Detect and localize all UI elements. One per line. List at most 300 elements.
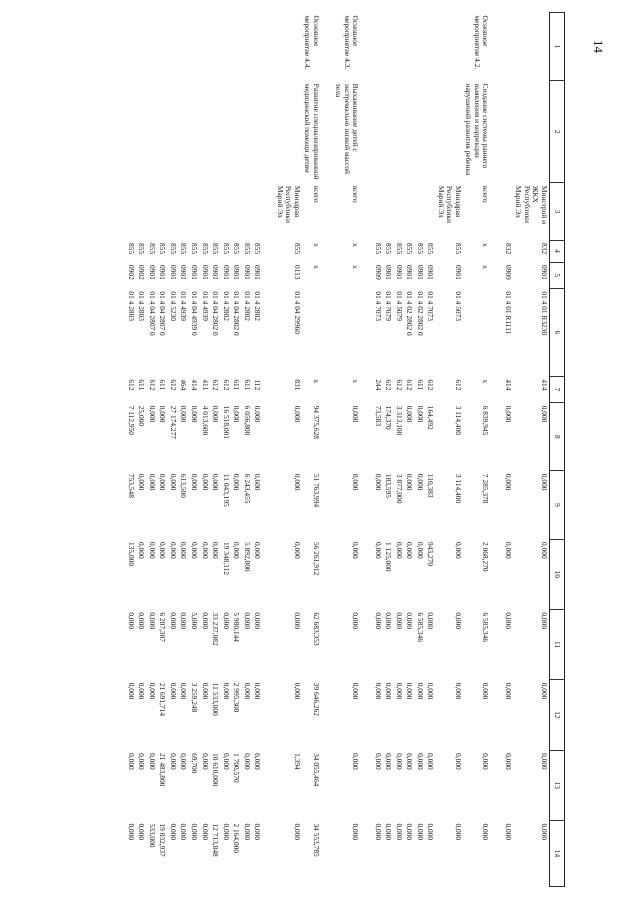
table-cell [393, 81, 404, 183]
table-cell: 19 032,937 [158, 823, 168, 857]
table-cell: 0901 [405, 265, 415, 280]
table-cell: 855 [426, 243, 436, 255]
table-cell: 831 [292, 379, 302, 391]
table-cell: 0,000 [158, 405, 168, 423]
table-cell: 135,000 [126, 542, 136, 567]
table-cell: 0,000 [373, 823, 383, 841]
table-cell: 0,000 [351, 753, 361, 770]
table-cell: 0,000 [351, 823, 361, 841]
table-cell: х [481, 243, 491, 247]
table-cell: 1 700,570 [232, 753, 242, 783]
table-body [125, 13, 549, 887]
table-cell: 0,000 [405, 682, 415, 700]
table-cell: 0,000 [200, 473, 210, 491]
table-cell [146, 183, 157, 240]
table-cell [513, 13, 550, 81]
table-cell: Минздрав Республики Марий Эл [436, 185, 463, 223]
table-cell: 0,000 [503, 682, 513, 700]
table-cell: 0,000 [373, 682, 383, 700]
table-cell [414, 81, 425, 183]
table-cell: 7 112,950 [126, 405, 136, 436]
table-cell: 414 [540, 379, 549, 391]
table-cell: 01 4 01 R3230 [540, 291, 549, 336]
table-cell: 6 207,307 [158, 612, 168, 642]
table-cell: 0901 [158, 265, 168, 280]
table-cell: 0901 [242, 265, 252, 280]
table-cell: 0,000 [126, 753, 136, 770]
table-cell: всего [481, 185, 491, 203]
column-header: 4 [550, 240, 565, 262]
table-cell: 0,000 [200, 612, 210, 630]
table-cell: 0,000 [351, 542, 361, 559]
table-cell: 0901 [190, 265, 200, 280]
table-cell: 943,270 [426, 542, 436, 567]
table-cell: 0,000 [179, 682, 189, 700]
table-cell: 0,000 [453, 542, 463, 559]
table-cell: 01 4 01 R1111 [503, 291, 513, 335]
column-header: 9 [550, 471, 565, 539]
table-cell: 0,000 [147, 473, 157, 491]
table-cell: 855 [221, 243, 231, 255]
table-cell: 0,000 [253, 405, 263, 423]
table-cell: 0901 [221, 265, 231, 280]
table-cell [435, 13, 463, 81]
table-cell: 0,000 [426, 682, 436, 700]
table-cell: 01 4 04 2807 0 [158, 291, 168, 336]
table-cell: 855 [126, 243, 136, 255]
table-cell: 0,000 [190, 542, 200, 559]
table-cell [146, 13, 157, 81]
table-cell: 01 4 5079 [394, 291, 404, 321]
table-cell: 34 055,464 [311, 753, 321, 787]
table-cell: 16 518,001 [221, 405, 231, 439]
table-cell: 3 114,400 [453, 405, 463, 436]
table-cell: 0,000 [540, 473, 549, 491]
table-cell: Выхаживание детей с экстремально низкой массой тела [334, 83, 361, 174]
table-cell: 21 691,714 [158, 682, 168, 717]
table-cell: 0901 [211, 265, 221, 280]
table-cell: 0901 [426, 265, 436, 280]
table-cell: 0,000 [147, 542, 157, 559]
table-cell: 611 [415, 379, 425, 391]
table-row [414, 13, 425, 887]
table-cell: 01 4 7073 [373, 291, 383, 321]
table-cell: 0,000 [415, 753, 425, 770]
table-cell: Создание системы раннего выявления и коррекции нарушений развития ребенка [464, 83, 491, 176]
table-cell [393, 183, 404, 240]
table-cell [220, 183, 231, 240]
table-cell: 0,000 [351, 473, 361, 491]
spacer-cell [490, 13, 502, 887]
table-cell: 855 [137, 243, 147, 255]
table-cell [231, 183, 242, 240]
table-cell: 0,000 [540, 823, 549, 841]
table-cell: 6 243,455 [242, 473, 252, 504]
table-cell: 533,000 [147, 823, 157, 848]
table-cell: 414 [503, 379, 513, 391]
column-header: 14 [550, 820, 565, 886]
row-spacer [262, 13, 274, 887]
table-cell: 01 4 7079 [384, 291, 394, 321]
table-cell: 33 237,082 [211, 612, 221, 646]
table-cell: 0,000 [137, 753, 147, 770]
table-cell: 0,000 [453, 753, 463, 770]
table-cell: 0,000 [168, 682, 178, 700]
table-cell [274, 13, 302, 81]
table-cell: 6 585,346 [481, 612, 491, 642]
table-cell: 0,000 [540, 405, 549, 423]
table-cell [252, 81, 263, 183]
column-header: 13 [550, 750, 565, 820]
table-cell [502, 183, 513, 240]
table-cell [199, 13, 210, 81]
table-cell: 753,548 [126, 473, 136, 498]
table-cell: 0,000 [137, 682, 147, 700]
table-cell: 25,000 [137, 405, 147, 427]
table-cell [404, 183, 415, 240]
table-cell: 01 4 02 2802 0 [405, 291, 415, 336]
table-cell [210, 13, 221, 81]
table-cell [502, 81, 513, 183]
table-cell [383, 13, 394, 81]
table-cell: 0,000 [292, 473, 302, 491]
table-cell: 0,000 [137, 823, 147, 841]
table-cell [425, 81, 436, 183]
table-cell: 0,000 [221, 823, 231, 841]
table-cell: 855 [453, 243, 463, 255]
table-cell: 5 892,800 [242, 542, 252, 572]
table-cell [372, 81, 383, 183]
table-cell: 0,000 [453, 823, 463, 841]
table-cell: 2 164,000 [232, 823, 242, 854]
table-cell: 0,000 [179, 542, 189, 559]
table-cell: 855 [384, 243, 394, 255]
table-cell [252, 13, 263, 81]
table-cell: 01 4 4939 [179, 291, 189, 321]
table-cell: 0901 [200, 265, 210, 280]
table-cell: 0901 [179, 265, 189, 280]
table-cell: 5 980,144 [232, 612, 242, 642]
table-cell: 0,000 [415, 682, 425, 700]
table-cell: 0901 [147, 265, 157, 280]
table-cell [189, 13, 200, 81]
table-cell: 0,000 [481, 823, 491, 841]
table-cell: 0,000 [481, 753, 491, 770]
table-cell: 0,000 [253, 542, 263, 559]
column-number-row [550, 13, 565, 887]
table-row [333, 13, 361, 887]
table-cell: 56 261,912 [311, 542, 321, 576]
table-cell: 1,394 [292, 753, 302, 770]
table-cell: 183,595 [384, 473, 394, 498]
table-cell: 0,000 [351, 612, 361, 630]
table-cell [333, 288, 361, 376]
table-cell [189, 81, 200, 183]
table-cell: 19 348,112 [221, 542, 231, 576]
table-cell: 0,000 [292, 612, 302, 630]
table-cell: 0,000 [137, 473, 147, 491]
table-cell: 3 877,000 [394, 473, 404, 504]
table-cell [125, 13, 136, 81]
table-cell [167, 183, 178, 240]
table-cell: 0,000 [190, 473, 200, 491]
table-cell: 0,000 [168, 753, 178, 770]
table-row [502, 13, 513, 887]
table-cell: 0,000 [137, 542, 147, 559]
table-cell: 0,000 [415, 823, 425, 841]
table-cell: х [481, 265, 491, 269]
table-cell [178, 183, 189, 240]
table-cell: 3 313,100 [394, 405, 404, 436]
table-cell: 0,000 [137, 612, 147, 630]
table-cell: 855 [253, 243, 263, 255]
table-cell: 612 [405, 379, 415, 391]
table-cell: 0,000 [453, 612, 463, 630]
table-cell: 01 4 2803 [137, 291, 147, 321]
table-cell: 01 4 04 4939 0 [190, 291, 200, 336]
table-cell: 0,000 [405, 542, 415, 559]
table-cell: 0901 [168, 265, 178, 280]
table-cell: 2 068,270 [481, 542, 491, 572]
table-cell [513, 81, 550, 183]
table-cell: 611 [242, 379, 252, 391]
table-cell: 0901 [415, 265, 425, 280]
table-cell [414, 13, 425, 81]
table-cell: 414 [190, 379, 200, 391]
table-cell: 5,000 [190, 612, 200, 630]
table-cell: 0,000 [426, 823, 436, 841]
table-cell: 0,000 [147, 753, 157, 770]
table-cell: 4 013,600 [200, 405, 210, 436]
table-cell: 2 995,300 [232, 682, 242, 713]
table-row [125, 13, 136, 887]
table-cell: 73,583 [373, 405, 383, 427]
page-number: 14 [591, 40, 606, 53]
table-cell: 0,000 [503, 473, 513, 491]
table-row [425, 13, 436, 887]
table-row [435, 13, 463, 887]
row-spacer [490, 13, 502, 887]
table-cell: 01 4 2803 [126, 291, 136, 321]
table-cell [157, 81, 168, 183]
table-cell: 0,000 [242, 682, 252, 700]
table-cell: 94 375,628 [311, 405, 321, 439]
table-cell: 612 [221, 379, 231, 391]
table-cell: 855 [405, 243, 415, 255]
table-cell: 0901 [253, 265, 263, 280]
table-cell: 0,000 [373, 542, 383, 559]
table-cell: 7 285,378 [481, 473, 491, 504]
table-cell: 0,000 [158, 473, 168, 491]
table-cell: 6 056,800 [242, 405, 252, 436]
table-cell: 855 [373, 243, 383, 255]
table-cell: 0,000 [415, 542, 425, 559]
table-row [157, 13, 168, 887]
spacer-cell [321, 13, 333, 887]
table-cell [414, 183, 425, 240]
table-cell [167, 81, 178, 183]
table-cell: 855 [415, 243, 425, 255]
table-cell: 1 125,000 [384, 542, 394, 572]
table-cell: 0,000 [394, 682, 404, 700]
table-cell [252, 183, 263, 240]
rotated-budget-table [125, 12, 565, 887]
table-cell [404, 81, 415, 183]
table-cell: 0,000 [405, 823, 415, 841]
table-cell: 0902 [126, 265, 136, 280]
table-cell: Развитие специализированной медицинской помощи детям [303, 83, 321, 180]
table-cell: 0113 [292, 265, 302, 280]
table-cell: 0,000 [126, 823, 136, 841]
table-cell: 0,000 [179, 753, 189, 770]
table-cell [199, 81, 210, 183]
table-cell: 855 [394, 243, 404, 255]
table-cell [210, 183, 221, 240]
table-cell: 174,370 [384, 405, 394, 430]
table-cell: 6 839,945 [481, 405, 491, 436]
table-cell [231, 13, 242, 81]
table-cell: 6 585,346 [415, 612, 425, 642]
table-row [393, 13, 404, 887]
table-cell: 10 610,000 [211, 753, 221, 787]
table-cell [157, 13, 168, 81]
table-cell: 0,000 [211, 405, 221, 423]
budget-table [125, 12, 565, 887]
table-cell: 612 [453, 379, 463, 391]
table-cell: 0901 [384, 265, 394, 280]
table-cell: 855 [179, 243, 189, 255]
table-cell: 611 [158, 379, 168, 391]
table-cell: 0,000 [405, 612, 415, 630]
table-cell: 0,000 [179, 405, 189, 423]
table-cell [383, 81, 394, 183]
table-cell: 0,000 [384, 823, 394, 841]
table-row [463, 13, 491, 887]
table-cell: 832 [503, 243, 513, 255]
table-cell: 0,000 [158, 542, 168, 559]
table-cell [425, 13, 436, 81]
table-cell: 0,000 [168, 823, 178, 841]
table-cell: х [351, 243, 361, 247]
table-cell: 0,000 [253, 753, 263, 770]
table-cell: 0,000 [503, 542, 513, 559]
table-cell: 69,700 [190, 753, 200, 774]
table-cell: 01 4 2802 [253, 291, 263, 321]
table-cell: 0909 [373, 265, 383, 280]
table-cell: 62 683,353 [311, 612, 321, 646]
table-row [199, 13, 210, 887]
table-cell: Основное мероприятие 4.2. [472, 15, 491, 70]
table-cell: 0,000 [221, 612, 231, 630]
row-spacer [321, 13, 333, 887]
table-cell: 0,000 [540, 682, 549, 700]
table-cell: 0,000 [373, 612, 383, 630]
table-cell: 0,000 [503, 612, 513, 630]
table-cell: 0,600 [253, 473, 263, 491]
table-cell: 0,000 [503, 405, 513, 423]
spacer-cell [360, 13, 372, 887]
table-cell [136, 183, 147, 240]
table-cell: 0,000 [168, 473, 178, 491]
table-cell: 244 [373, 379, 383, 391]
table-row [189, 13, 200, 887]
table-cell: 0,000 [221, 682, 231, 700]
table-cell: 0,000 [211, 542, 221, 559]
table-cell: 0,000 [200, 823, 210, 841]
table-cell: 01 4 2802 [242, 291, 252, 321]
table-cell: 0901 [232, 265, 242, 280]
table-cell: 611 [232, 379, 242, 391]
table-cell: х [311, 243, 321, 247]
row-spacer [360, 13, 372, 887]
table-cell [210, 81, 221, 183]
table-cell: 01 4 5073 [453, 291, 463, 321]
table-cell [189, 183, 200, 240]
table-cell: 3 259,248 [190, 682, 200, 713]
table-cell: 0,000 [242, 612, 252, 630]
table-cell: 0901 [394, 265, 404, 280]
table-cell: всего [351, 185, 361, 203]
table-cell [404, 13, 415, 81]
table-cell: 0,000 [453, 682, 463, 700]
table-cell: 855 [190, 243, 200, 255]
table-cell: 0,000 [351, 405, 361, 423]
table-cell: 0,000 [242, 753, 252, 770]
table-cell: Основное мероприятие 4.4. [303, 15, 321, 70]
table-cell: х [311, 265, 321, 269]
column-header: 7 [550, 376, 565, 402]
table-cell: 0,000 [168, 542, 178, 559]
table-cell [274, 81, 302, 183]
table-cell: 0,000 [405, 405, 415, 423]
table-cell: 0,000 [426, 753, 436, 770]
table-cell: 0,000 [373, 473, 383, 491]
table-cell: 612 [394, 379, 404, 391]
table-row [513, 13, 550, 887]
table-cell: 39 646,262 [311, 682, 321, 717]
table-cell [393, 13, 404, 81]
column-header: 6 [550, 288, 565, 376]
spacer-cell [262, 13, 274, 887]
column-header: 12 [550, 680, 565, 750]
table-cell: х [351, 379, 361, 384]
table-cell: 01 4 04 2802 0 [232, 291, 242, 336]
table-cell: Основное мероприятие 4.3. [342, 15, 361, 70]
table-cell: 611 [137, 379, 147, 391]
table-cell: 0,000 [394, 612, 404, 630]
table-cell: 612 [211, 379, 221, 391]
table-cell: 0,000 [351, 682, 361, 700]
table-cell [157, 183, 168, 240]
table-cell: 855 [292, 243, 302, 255]
table-row [404, 13, 415, 887]
table-row [136, 13, 147, 887]
table-cell: 0,000 [394, 753, 404, 770]
table-cell: 0,000 [292, 823, 302, 841]
table-cell: 832 [540, 243, 549, 255]
table-cell: 0902 [137, 265, 147, 280]
table-cell [178, 13, 189, 81]
table-row [167, 13, 178, 887]
table-cell: 0,000 [540, 753, 549, 770]
table-cell: всего [311, 185, 321, 203]
table-cell: 0,000 [292, 682, 302, 700]
table-cell: 0,000 [540, 612, 549, 630]
table-cell: 855 [147, 243, 157, 255]
table-cell [231, 81, 242, 183]
table-cell: 11 533,000 [211, 682, 221, 716]
table-cell: 0,000 [394, 542, 404, 559]
